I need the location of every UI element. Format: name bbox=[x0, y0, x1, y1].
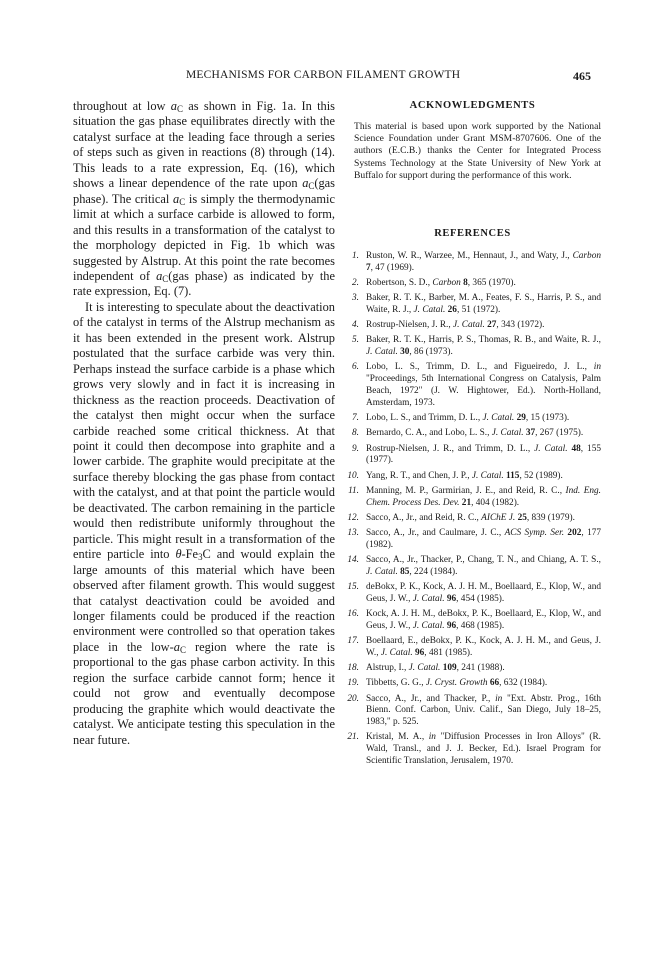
reference-number: 3. bbox=[352, 293, 359, 304]
reference-item bbox=[344, 528, 601, 552]
reference-item bbox=[344, 732, 601, 768]
reference-text: Sacco, A., Jr., and Caulmare, J. C., ACS Symp. Ser. 202, 177 (1982). bbox=[366, 528, 602, 550]
reference-number: 19. bbox=[347, 678, 359, 689]
reference-text: Sacco, A., Jr., Thacker, P., Chang, T. N., and Chiang, A. T. S., J. Catal. 85, 224 (1984). bbox=[366, 555, 601, 577]
reference-item bbox=[344, 555, 601, 579]
reference-text: Baker, R. T. K., Barber, M. A., Feates, F. S., Harris, P. S., and Waite, R. J., J. Catal. 26, 51 (1972). bbox=[366, 293, 601, 316]
body-paragraph: throughout at low $a_C$ as shown in Fig. 1a. In this situation the gas phase equilibrates directly with the catalyst surface at the leading face through a series of steps such as given in reactions (8) through (14). This leads to a rate expression, Eq. (16), which shows a linear dependence of the rate upon $a_C(gas$ phase). The critical $a_C$ is simply the thermodynamic limit at which a surface carbide is allowed to form, and this results in a transformation of the catalyst to the morphology depicted in Fig. 1b which was suggested by Alstrup. At this point the rate becomes independent of $a_C(gas$ phase) as indicated by the rate expression, Eq. (7). bbox=[73, 99, 336, 299]
reference-text: Lobo, L. S., and Trimm, D. L., J. Catal. 29, 15 (1973). bbox=[366, 413, 570, 424]
reference-item bbox=[344, 636, 601, 660]
reference-number: 14. bbox=[347, 555, 359, 566]
reference-number: 10. bbox=[347, 470, 359, 481]
acknowledgments-text: This material is based upon work supported by the National Science Foundation under Grant MSM-8707606. One of the authors (E.C.B.) thanks the Center for Integrated Process Systems Technology at the State University of New York at Buffalo for support during the performance of this work. bbox=[354, 121, 601, 181]
body-paragraph: It is interesting to speculate about the deactivation of the catalyst in terms of the Alstrup mechanism as it has been extended in the present work. Alstrup postulated that the surface carbide was very thin. Perhaps instead the surface carbide is a phase which grows very slowly and in fact it is increasing in thickness as the reaction proceeds. Deactivation of the catalyst then might occur when the surface carbide reached some critical thickness. At that point it could then decompose into graphite and a lower carbide. The graphite would precipitate at the surface thereby blocking the gas phase from contact with the catalyst, and at that point the particle would be deactivated. The carbon remaining in the particle would then redistribute uniformly throughout the particle. This might result in a transformation of the entire particle into $\theta-Fe_3C$ and would explain the large amounts of this material which have been observed after filament growth. This would suggest that catalyst deactivation could be avoided and longer filaments could be produced if the reaction environment were controlled so that operation takes place in the low-$a_C$ region where the rate is proportional to the gas phase carbon activity. In this region the surface carbide cannot form; hence it could not grow and eventually decompose producing the graphite which would deactivate the catalyst. We anticipate testing this speculation in the near future. bbox=[73, 299, 335, 747]
reference-item bbox=[344, 694, 601, 730]
reference-number: 15. bbox=[347, 582, 359, 593]
reference-text: Baker, R. T. K., Harris, P. S., Thomas, R. B., and Waite, R. J., J. Catal. 30, 86 (1973). bbox=[366, 335, 601, 358]
reference-number: 18. bbox=[347, 663, 359, 674]
reference-number: 9. bbox=[352, 443, 359, 454]
reference-text: Ruston, W. R., Warzee, M., Hennaut, J., and Waty, J., Carbon 7, 47 (1969). bbox=[366, 251, 601, 273]
reference-item bbox=[344, 678, 601, 690]
reference-text: Bernardo, C. A., and Lobo, L. S., J. Catal. 37, 267 (1975). bbox=[366, 428, 584, 439]
reference-number: 20. bbox=[347, 693, 359, 704]
reference-text: deBokx, P. K., Kock, A. J. H. M., Boellaard, E., Klop, W., and Geus, J. W., J. Catal. 96, 454 (1985). bbox=[366, 582, 601, 604]
reference-number: 21. bbox=[347, 732, 359, 743]
reference-item bbox=[344, 293, 601, 317]
reference-item bbox=[344, 335, 601, 359]
reference-item bbox=[344, 413, 601, 425]
reference-number: 2. bbox=[352, 278, 359, 289]
reference-item bbox=[344, 486, 601, 510]
reference-text: Kock, A. J. H. M., deBokx, P. K., Boellaard, E., Klop, W., and Geus, J. W., J. Catal. 96, 468 (1985). bbox=[366, 609, 601, 631]
back-matter-column bbox=[344, 100, 601, 771]
reference-text: Rostrup-Nielsen, J. R., J. Catal. 27, 343 (1972). bbox=[366, 320, 545, 331]
reference-number: 7. bbox=[352, 413, 359, 424]
reference-text: Kristal, M. A., in "Diffusion Processes in Iron Alloys" (R. Wald, Transl., and J. J. Becker, Ed.). Israel Program for Scientific Translation, Jerusalem, 1970. bbox=[366, 732, 601, 767]
running-head bbox=[0, 69, 672, 85]
reference-number: 11. bbox=[348, 485, 359, 496]
reference-text: Yang, R. T., and Chen, J. P., J. Catal. 115, 52 (1989). bbox=[366, 470, 563, 481]
reference-number: 1. bbox=[352, 251, 359, 262]
reference-number: 17. bbox=[347, 636, 359, 647]
reference-text: Manning, M. P., Garmirian, J. E., and Reid, R. C., Ind. Eng. Chem. Process Des. Dev. 21, 404 (1982). bbox=[366, 485, 601, 508]
reference-item bbox=[344, 251, 601, 275]
reference-item bbox=[344, 471, 601, 483]
reference-number: 5. bbox=[352, 335, 359, 346]
reference-item bbox=[344, 513, 601, 525]
reference-number: 16. bbox=[347, 609, 359, 620]
reference-item bbox=[344, 278, 601, 290]
reference-number: 6. bbox=[352, 362, 359, 373]
running-title: MECHANISMS FOR CARBON FILAMENT GROWTH bbox=[186, 69, 461, 81]
reference-text: Lobo, L. S., Trimm, D. L., and Figueiredo, J. L., in "Proceedings, 5th International Congress on Catalysis, Palm Beach, 1972" (J. W. Hightower, Ed.). North-Holland, Amsterdam, 1973. bbox=[366, 362, 601, 409]
reference-number: 13. bbox=[347, 528, 359, 539]
page-number: 465 bbox=[573, 69, 591, 83]
reference-number: 4. bbox=[352, 320, 359, 331]
reference-text: Rostrup-Nielsen, J. R., and Trimm, D. L., J. Catal. 48, 155 (1977). bbox=[366, 443, 601, 466]
reference-item bbox=[344, 582, 601, 606]
reference-number: 12. bbox=[347, 512, 359, 523]
reference-text: Robertson, S. D., Carbon 8, 365 (1970). bbox=[366, 278, 516, 289]
body-text-column bbox=[73, 99, 335, 748]
reference-item bbox=[344, 609, 601, 633]
reference-item bbox=[344, 428, 601, 440]
references-heading: REFERENCES bbox=[434, 228, 511, 240]
reference-item bbox=[344, 663, 601, 675]
reference-list bbox=[344, 251, 601, 768]
reference-text: Boellaard, E., deBokx, P. K., Kock, A. J. H. M., and Geus, J. W., J. Catal. 96, 481 (1985). bbox=[366, 636, 601, 658]
reference-text: Alstrup, I., J. Catal. 109, 241 (1988). bbox=[366, 663, 505, 674]
reference-text: Sacco, A., Jr., and Reid, R. C., AIChE J. 25, 839 (1979). bbox=[366, 512, 575, 523]
reference-number: 8. bbox=[352, 428, 359, 439]
reference-text: Tibbetts, G. G., J. Cryst. Growth 66, 632 (1984). bbox=[366, 678, 548, 689]
reference-item bbox=[344, 320, 601, 332]
reference-item bbox=[344, 362, 601, 409]
reference-item bbox=[344, 444, 601, 468]
acknowledgments-heading: ACKNOWLEDGMENTS bbox=[409, 100, 536, 111]
reference-text: Sacco, A., Jr., and Thacker, P., in "Ext. Abstr. Prog., 16th Bienn. Conf. Carbon, Univ. Calif., San Diego, July 18–25, 1983," p. 525. bbox=[366, 693, 601, 728]
